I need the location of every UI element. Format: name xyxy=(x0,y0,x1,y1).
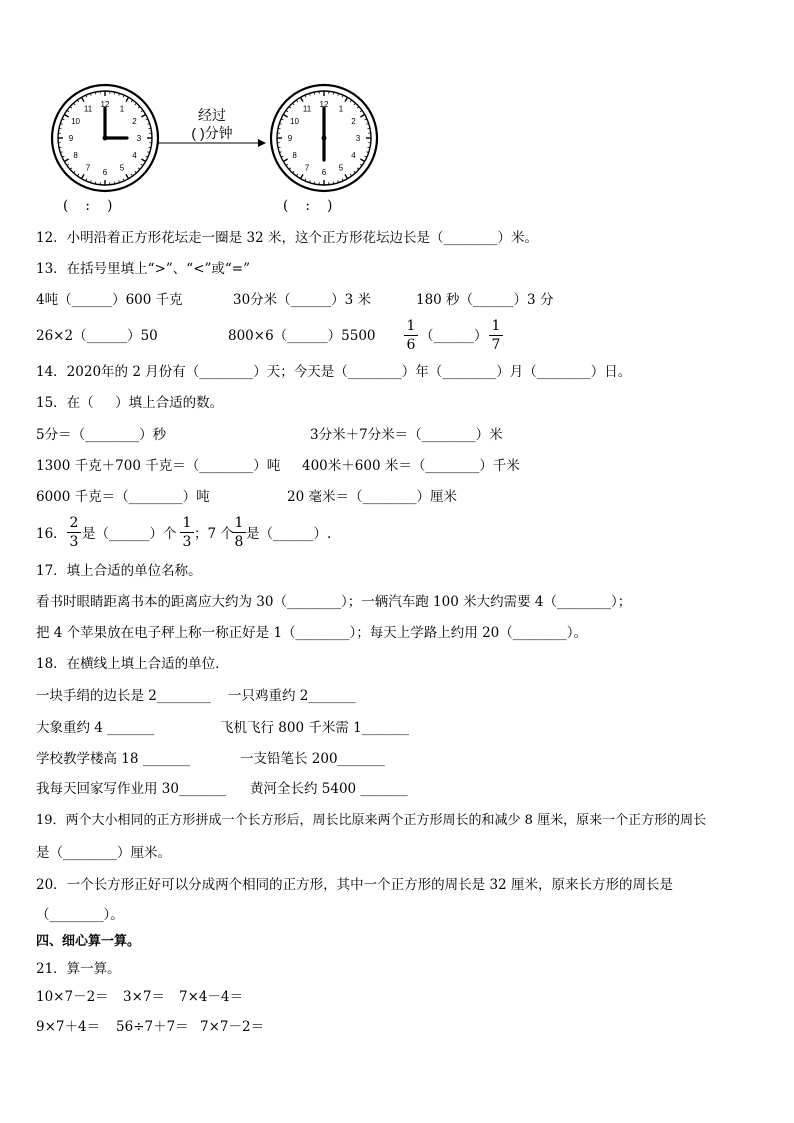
clock-tick xyxy=(368,147,370,148)
question-17-title: 17．填上合适的单位名称。 xyxy=(36,563,202,579)
clock-tick xyxy=(354,103,356,105)
clock-tick xyxy=(135,103,137,105)
clock-number: 7 xyxy=(304,163,310,173)
clock-number: 1 xyxy=(119,104,125,114)
q16-fraction-1 xyxy=(67,515,81,550)
clock-tick xyxy=(333,92,334,94)
q21-d: 9×7＋4＝ xyxy=(36,1019,101,1035)
clock-tick xyxy=(95,92,96,94)
clock-tick xyxy=(64,159,68,162)
clock-tick xyxy=(333,182,334,184)
clock-tick xyxy=(114,92,115,94)
clock-tick xyxy=(301,97,304,101)
clock-tick xyxy=(70,107,72,109)
fraction-denominator: 8 xyxy=(234,534,244,550)
clock-tick xyxy=(141,115,145,118)
clock-tick xyxy=(82,174,85,178)
clock-tick xyxy=(138,168,140,170)
clock-tick xyxy=(357,168,359,170)
left-clock-time-blank[interactable]: ( : ) xyxy=(63,198,113,214)
q18-d: 飞机飞行 800 千米需 1_______ xyxy=(220,720,409,736)
clock-number: 6 xyxy=(321,168,327,177)
question-13-title: 13．在括号里填上“>”、“<”或“=” xyxy=(36,261,251,277)
clock-number: 9 xyxy=(68,134,74,143)
clock-tick xyxy=(368,128,370,129)
q16-fraction-2 xyxy=(180,515,194,550)
fraction-denominator: 3 xyxy=(69,534,79,550)
clock-number: 4 xyxy=(132,151,137,160)
arrow-head xyxy=(258,139,266,147)
clock-tick xyxy=(138,107,140,109)
fraction-numerator: 1 xyxy=(234,515,244,531)
fraction-denominator: 6 xyxy=(406,337,416,353)
clock-tick xyxy=(314,92,315,94)
question-12: 12．小明沿着正方形花坛走一圈是 32 米，这个正方形花坛边长是（________）米。 xyxy=(36,230,538,246)
clock-tick xyxy=(283,115,287,118)
q17-line-2: 把 4 个苹果放在电子秤上称一称正好是 1（________）；每天上学路上约用 20（________）。 xyxy=(36,625,588,641)
fraction-numerator: 1 xyxy=(182,515,192,531)
fraction-numerator: 1 xyxy=(406,318,416,334)
q19-line-2: 是（________）厘米。 xyxy=(36,845,171,861)
clock-number: 11 xyxy=(83,104,93,114)
clock-number: 12 xyxy=(100,100,110,109)
q21-c: 7×4－4＝ xyxy=(179,989,244,1005)
clock-number: 11 xyxy=(302,104,312,114)
q15-d: 400米＋600 米＝（________）千米 xyxy=(302,458,520,474)
q18-b: 一只鸡重约 2_______ xyxy=(228,688,356,704)
clock-number: 6 xyxy=(102,168,108,177)
clock-tick xyxy=(289,168,291,170)
clock-number: 3 xyxy=(136,134,142,143)
clock-tick xyxy=(70,168,72,170)
clock-number: 5 xyxy=(338,163,344,173)
clock-number: 1 xyxy=(338,104,344,114)
clock-number: 10 xyxy=(290,117,300,126)
fraction-numerator: 1 xyxy=(491,318,501,334)
q15-f: 20 毫米＝（________）厘米 xyxy=(287,489,457,505)
clock-tick xyxy=(278,147,280,148)
clock-number: 8 xyxy=(292,151,297,160)
q13-row1-b: 30分米（______）3 米 xyxy=(233,292,372,308)
q16-text-3: 是（______）. xyxy=(246,526,332,542)
clock-number: 10 xyxy=(71,117,81,126)
q18-g: 我每天回家写作业用 30_______ xyxy=(36,781,227,797)
clock-tick xyxy=(95,182,96,184)
clock-tick xyxy=(314,182,315,184)
clock-tick xyxy=(301,174,304,178)
clock-tick xyxy=(289,107,291,109)
q13-fraction-1 xyxy=(404,318,418,353)
q21-e: 56÷7＋7＝ xyxy=(116,1019,189,1035)
q18-h: 黄河全长约 5400 _______ xyxy=(250,781,408,797)
clock-tick xyxy=(59,147,61,148)
clock-tick xyxy=(293,171,295,173)
clock-tick xyxy=(82,97,85,101)
left-clock xyxy=(52,85,158,191)
clock-number: 2 xyxy=(351,117,356,126)
clock-number: 12 xyxy=(319,100,329,109)
question-15-title: 15．在（ ）填上合适的数。 xyxy=(36,395,224,411)
q18-c: 大象重约 4 _______ xyxy=(36,720,155,736)
q13-fraction-2 xyxy=(489,318,503,353)
clock-tick xyxy=(114,182,115,184)
clock-number: 8 xyxy=(73,151,78,160)
q13-row1-c: 180 秒（______）3 分 xyxy=(416,292,554,308)
q20-line-1: 20．一个长方形正好可以分成两个相同的正方形，其中一个正方形的周长是 32 厘米，原来长方形的周长是 xyxy=(36,877,673,893)
clocks-diagram xyxy=(0,0,794,220)
q13-row1-a: 4吨（______）600 千克 xyxy=(36,292,183,308)
clock-number: 9 xyxy=(287,134,293,143)
q21-f: 7×7－2＝ xyxy=(200,1019,265,1035)
clock-tick xyxy=(64,115,68,118)
right-clock-time-blank[interactable]: ( : ) xyxy=(283,198,333,214)
clock-tick xyxy=(74,103,76,105)
q20-line-2: （________）。 xyxy=(36,907,124,923)
clock-tick xyxy=(360,115,364,118)
clock-tick xyxy=(126,174,129,178)
clock-tick xyxy=(278,128,280,129)
fraction-denominator: 3 xyxy=(182,534,192,550)
arrow-top-label: 经过 xyxy=(198,107,226,123)
q15-a: 5分＝（________）秒 xyxy=(36,427,167,443)
clock-tick xyxy=(149,128,151,129)
clock-tick xyxy=(354,171,356,173)
clock-tick xyxy=(293,103,295,105)
question-14: 14．2020年的 2 月份有（________）天；今天是（________）年（________）月（________）日。 xyxy=(36,364,632,380)
clock-tick xyxy=(357,107,359,109)
clock-center xyxy=(103,136,108,141)
question-21-title: 21．算一算。 xyxy=(36,961,121,977)
q13-row2-b: 800×6（______）5500 xyxy=(228,328,376,344)
q15-b: 3分米＋7分米＝（________）米 xyxy=(310,427,503,443)
clock-number: 5 xyxy=(119,163,125,173)
clock-center xyxy=(322,136,327,141)
clock-tick xyxy=(59,128,61,129)
clock-tick xyxy=(345,174,348,178)
q16-text-1: 是（______）个 xyxy=(82,526,177,542)
q21-b: 3×7＝ xyxy=(123,989,165,1005)
q16-fraction-3 xyxy=(232,515,246,550)
clock-number: 4 xyxy=(351,151,356,160)
q15-e: 6000 千克＝（________）吨 xyxy=(36,489,210,505)
arrow-bottom-label: ( )分钟 xyxy=(191,125,233,141)
section-4-heading: 四、细心算一算。 xyxy=(36,934,141,949)
fraction-numerator: 2 xyxy=(69,515,79,531)
clock-tick xyxy=(126,97,129,101)
right-clock xyxy=(271,85,377,191)
q13-row2-c-blank[interactable]: （______） xyxy=(420,328,488,344)
q17-line-1: 看书时眼睛距离书本的距离应大约为 30（________）；一辆汽车跑 100 米大约需要 4（________）； xyxy=(36,594,632,610)
q18-e: 学校教学楼高 18 _______ xyxy=(36,751,191,767)
q21-a: 10×7－2＝ xyxy=(36,989,109,1005)
question-18-title: 18．在横线上填上合适的单位． xyxy=(36,656,229,672)
q18-f: 一支铅笔长 200_______ xyxy=(240,751,385,767)
clock-number: 3 xyxy=(355,134,361,143)
clock-tick xyxy=(283,159,287,162)
q13-row2-a: 26×2（______）50 xyxy=(36,328,158,344)
q16-text-2: ；7 个 xyxy=(194,526,234,542)
clock-tick xyxy=(74,171,76,173)
clock-tick xyxy=(141,159,145,162)
q15-c: 1300 千克＋700 千克＝（________）吨 xyxy=(36,458,281,474)
clock-number: 7 xyxy=(85,163,91,173)
clock-tick xyxy=(149,147,151,148)
q19-line-1: 19．两个大小相同的正方形拼成一个长方形后，周长比原来两个正方形周长的和减少 8 厘米，原来一个正方形的周长 xyxy=(36,813,707,828)
clock-tick xyxy=(345,97,348,101)
clock-tick xyxy=(135,171,137,173)
fraction-denominator: 7 xyxy=(491,337,501,353)
clock-tick xyxy=(360,159,364,162)
clock-number: 2 xyxy=(132,117,137,126)
q16-label: 16． xyxy=(36,526,67,542)
q18-a: 一块手绢的边长是 2________ xyxy=(36,688,211,704)
